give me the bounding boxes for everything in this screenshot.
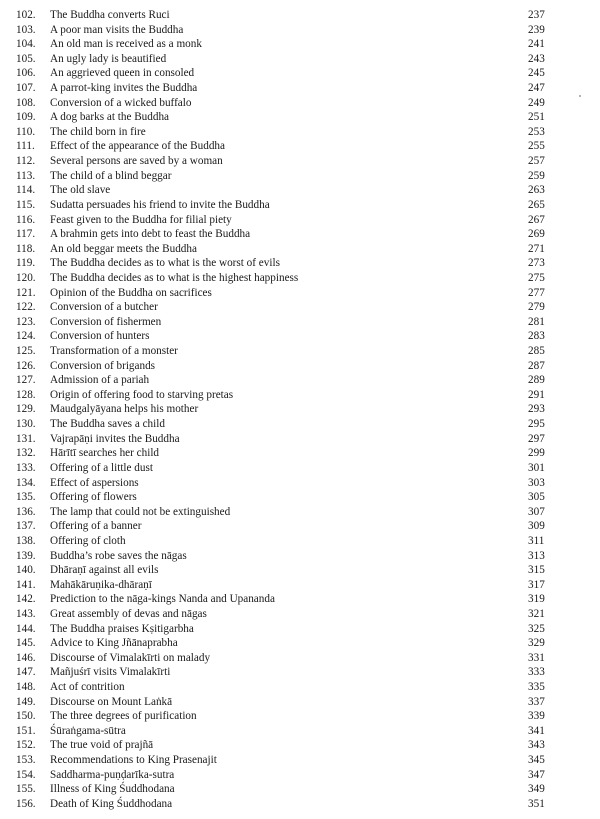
toc-entry-page-number: 281 [528,315,545,328]
toc-entry-title: Conversion of fishermen [50,315,162,328]
toc-entry [16,388,568,403]
toc-entry-number: 129. [16,403,36,416]
toc-entry-number: 135. [16,491,36,504]
toc-entry-title: Great assembly of devas and nāgas [50,607,207,620]
toc-entry [16,242,568,257]
toc-entry-page-number: 257 [528,155,545,168]
toc-entry [16,213,568,228]
toc-entry-title: The lamp that could not be extinguished [50,505,231,518]
toc-entry-page-number: 321 [528,607,545,620]
toc-entry-page-number: 339 [528,710,545,723]
toc-entry-page-number: 245 [528,67,545,80]
toc-entry-title: Origin of offering food to starving pretas [50,388,234,401]
toc-entry-number: 154. [16,768,36,781]
toc-entry-number: 104. [16,38,36,51]
toc-entry-page-number: 301 [528,461,545,474]
toc-entry-number: 148. [16,681,36,694]
toc-entry-page-number: 335 [528,681,545,694]
toc-entry-number: 123. [16,315,36,328]
toc-entry-page-number: 337 [528,695,545,708]
toc-entry-number: 128. [16,388,36,401]
toc-entry-title: Recommendations to King Prasenajit [50,754,217,767]
toc-entry-title: Maudgalyāyana helps his mother [50,403,199,416]
toc-entry-page-number: 255 [528,140,545,153]
toc-entry-title: Effect of the appearance of the Buddha [50,140,225,153]
toc-entry [16,81,568,96]
toc-entry-title: Discourse on Mount Laṅkā [50,695,173,708]
toc-entry [16,753,568,768]
toc-entry-page-number: 333 [528,666,545,679]
toc-entry-page-number: 305 [528,491,545,504]
toc-entry [16,66,568,81]
toc-entry [16,724,568,739]
toc-entry-number: 143. [16,607,36,620]
toc-entry [16,183,568,198]
toc-entry-page-number: 295 [528,418,545,431]
toc-entry-page-number: 269 [528,228,545,241]
toc-entry-number: 103. [16,23,36,36]
toc-entry-number: 149. [16,695,36,708]
toc-entry-title: Admission of a pariah [50,374,150,387]
toc-entry [16,8,568,23]
toc-entry [16,271,568,286]
toc-entry-number: 107. [16,82,36,95]
toc-entry-page-number: 287 [528,359,545,372]
toc-entry-page-number: 243 [528,52,545,65]
toc-entry-page-number: 273 [528,257,545,270]
toc-entry [16,549,568,564]
toc-entry-page-number: 313 [528,549,545,562]
toc-entry-page-number: 251 [528,111,545,124]
toc-entry-title: Offering of a little dust [50,461,153,474]
toc-entry-number: 137. [16,520,36,533]
toc-entry-title: A dog barks at the Buddha [50,111,170,124]
toc-entry-number: 132. [16,447,36,460]
toc-entry-number: 111. [16,140,35,153]
toc-entry-title: Śūraṅgama-sūtra [50,724,126,737]
toc-entry-title: An aggrieved queen in consoled [50,67,195,80]
toc-entry [16,110,568,125]
toc-entry [16,286,568,301]
toc-entry [16,563,568,578]
toc-entry [16,461,568,476]
toc-entry [16,768,568,783]
toc-entry [16,476,568,491]
toc-entry-page-number: 271 [528,242,545,255]
toc-entry-page-number: 275 [528,271,545,284]
toc-entry [16,417,568,432]
toc-entry-title: The Buddha praises Kṣitigarbha [50,622,194,635]
toc-entry [16,665,568,680]
toc-entry-title: Illness of King Śuddhodana [50,783,175,796]
toc-entry-number: 139. [16,549,36,562]
toc-entry-page-number: 351 [528,797,545,810]
toc-entry-page-number: 237 [528,9,545,21]
toc-entry-number: 119. [16,257,36,270]
toc-entry-number: 150. [16,710,36,723]
toc-entry [16,315,568,330]
toc-entry-number: 108. [16,96,36,109]
toc-entry-title: The Buddha saves a child [50,418,165,431]
toc-entry-title: Death of King Śuddhodana [50,797,173,810]
toc-entry [16,490,568,505]
toc-entry-page-number: 293 [528,403,545,416]
toc-entry [16,797,568,812]
toc-entry-number: 126. [16,359,36,372]
toc-entry-number: 151. [16,724,36,737]
toc-entry-title: Conversion of brigands [50,359,156,372]
toc-entry-title: Act of contrition [50,681,125,694]
toc-entry-title: Sudatta persuades his friend to invite the Buddha [50,198,270,211]
toc-entry-page-number: 299 [528,447,545,460]
toc-entry-number: 110. [16,125,36,138]
toc-entry-title: Vajrapāṇi invites the Buddha [50,432,180,445]
toc-entry-page-number: 329 [528,637,545,650]
toc-entry-title: The Buddha decides as to what is the worst of evils [50,257,280,270]
toc-entry-number: 113. [16,169,36,182]
toc-entry-number: 117. [16,228,36,241]
toc-entry-title: Transformation of a monster [50,345,178,358]
toc-entry-page-number: 341 [528,724,545,737]
toc-entry-number: 121. [16,286,36,299]
toc-entry-number: 109. [16,111,36,124]
toc-entry [16,738,568,753]
toc-entry-number: 116. [16,213,36,226]
toc-entry-title: Dhāraṇī against all evils [50,564,159,577]
toc-entry [16,578,568,593]
toc-entry-title: Mañjuśrī visits Vimalakīrti [50,666,171,679]
toc-entry-title: Conversion of hunters [50,330,150,343]
scan-speck [579,95,581,97]
toc-entry [16,37,568,52]
toc-entry-page-number: 289 [528,374,545,387]
toc-entry-number: 155. [16,783,36,796]
toc-entry-number: 112. [16,155,36,168]
toc-entry-title: Prediction to the nāga-kings Nanda and Upananda [50,593,275,606]
toc-entry-page-number: 247 [528,82,545,95]
toc-entry-title: The old slave [50,184,111,197]
toc-entry [16,446,568,461]
toc-entry-page-number: 311 [528,534,545,547]
toc-entry [16,519,568,534]
toc-entry-title: Offering of a banner [50,520,142,533]
toc-entry [16,96,568,111]
toc-entry-title: The Buddha converts Ruci [50,9,170,21]
toc-entry [16,198,568,213]
toc-entry-number: 102. [16,9,36,21]
toc-entry-title: The Buddha decides as to what is the highest happiness [50,271,299,284]
toc-entry-page-number: 285 [528,345,545,358]
toc-entry-title: A parrot-king invites the Buddha [50,82,198,95]
toc-entry-page-number: 343 [528,739,545,752]
toc-entry-title: Offering of cloth [50,534,126,547]
toc-entry [16,169,568,184]
toc-entry [16,125,568,140]
toc-entry-number: 144. [16,622,36,635]
toc-entry-page-number: 259 [528,169,545,182]
toc-entry-number: 130. [16,418,36,431]
toc-entry [16,432,568,447]
toc-entry-page-number: 297 [528,432,545,445]
toc-entry-page-number: 291 [528,388,545,401]
toc-entry-title: Hārītī searches her child [50,447,160,460]
toc-entry-title: A poor man visits the Buddha [50,23,184,36]
toc-entry-number: 136. [16,505,36,518]
toc-entry-page-number: 349 [528,783,545,796]
toc-entry-title: The child of a blind beggar [50,169,172,182]
toc-entry-page-number: 319 [528,593,545,606]
toc-entry [16,300,568,315]
toc-entry-title: Discourse of Vimalakīrti on malady [50,651,211,664]
toc-entry-page-number: 307 [528,505,545,518]
toc-entry [16,636,568,651]
toc-entry [16,709,568,724]
toc-entry-title: The child born in fire [50,125,146,138]
toc-entry [16,622,568,637]
toc-entry-page-number: 241 [528,38,545,51]
toc-entry-page-number: 331 [528,651,545,664]
toc-entry-title: Conversion of a butcher [50,301,158,314]
toc-entry [16,695,568,710]
toc-entry-title: Effect of aspersions [50,476,139,489]
toc-entry [16,651,568,666]
toc-entry-number: 133. [16,461,36,474]
toc-entry-page-number: 345 [528,754,545,767]
toc-entry-page-number: 325 [528,622,545,635]
toc-entry-title: An old man is received as a monk [50,38,202,51]
toc-entry-number: 118. [16,242,36,255]
toc-entry-title: An old beggar meets the Buddha [50,242,197,255]
toc-entry-number: 115. [16,198,36,211]
toc-entry-page-number: 249 [528,96,545,109]
toc-entry-title: Opinion of the Buddha on sacrifices [50,286,212,299]
toc-entry-number: 153. [16,754,36,767]
toc-entry [16,256,568,271]
toc-entry-title: Conversion of a wicked buffalo [50,96,192,109]
toc-entry [16,329,568,344]
toc-entry [16,402,568,417]
toc-entry-number: 138. [16,534,36,547]
toc-entry [16,227,568,242]
toc-entry-title: An ugly lady is beautified [50,52,167,65]
toc-entry-number: 124. [16,330,36,343]
toc-entry-title: Advice to King Jñānaprabha [50,637,178,650]
toc-entry-title: Saddharma-puṇḍarīka-sutra [50,768,175,781]
toc-entry-number: 105. [16,52,36,65]
toc-entry-title: The true void of prajñā [50,739,154,752]
toc-entry [16,154,568,169]
toc-entry-page-number: 309 [528,520,545,533]
toc-entry-number: 152. [16,739,36,752]
toc-entry-page-number: 267 [528,213,545,226]
toc-entry-title: A brahmin gets into debt to feast the Buddha [50,228,251,241]
toc-entry [16,592,568,607]
toc-entry-title: Offering of flowers [50,491,137,504]
toc-entry [16,534,568,549]
toc-entry-number: 106. [16,67,36,80]
table-of-contents-list [16,8,568,812]
toc-entry-page-number: 253 [528,125,545,138]
toc-entry-page-number: 317 [528,578,545,591]
toc-entry-number: 145. [16,637,36,650]
toc-entry-number: 142. [16,593,36,606]
toc-entry [16,373,568,388]
toc-entry-title: Buddha’s robe saves the nāgas [50,549,187,562]
toc-entry-page-number: 279 [528,301,545,314]
toc-entry-title: The three degrees of purification [50,710,197,723]
toc-entry-page-number: 315 [528,564,545,577]
toc-entry-number: 134. [16,476,36,489]
toc-entry-number: 120. [16,271,36,284]
toc-entry-number: 146. [16,651,36,664]
toc-entry-number: 114. [16,184,36,197]
toc-entry-number: 147. [16,666,36,679]
toc-entry-number: 141. [16,578,36,591]
toc-entry-page-number: 263 [528,184,545,197]
toc-entry-title: Mahākāruṇika-dhāraṇī [50,578,152,591]
toc-entry-page-number: 303 [528,476,545,489]
toc-entry [16,607,568,622]
toc-entry [16,23,568,38]
toc-entry-page-number: 265 [528,198,545,211]
toc-entry-number: 156. [16,797,36,810]
toc-entry [16,344,568,359]
toc-entry-page-number: 277 [528,286,545,299]
toc-entry-number: 140. [16,564,36,577]
toc-entry-title: Feast given to the Buddha for filial piety [50,213,232,226]
toc-entry-page-number: 283 [528,330,545,343]
toc-entry-number: 125. [16,345,36,358]
toc-entry-number: 127. [16,374,36,387]
toc-entry-title: Several persons are saved by a woman [50,155,223,168]
toc-entry-number: 131. [16,432,36,445]
toc-entry [16,505,568,520]
toc-entry [16,782,568,797]
toc-entry [16,359,568,374]
toc-entry [16,139,568,154]
toc-entry [16,52,568,67]
toc-entry-number: 122. [16,301,36,314]
toc-entry-page-number: 347 [528,768,545,781]
toc-entry-page-number: 239 [528,23,545,36]
toc-entry [16,680,568,695]
